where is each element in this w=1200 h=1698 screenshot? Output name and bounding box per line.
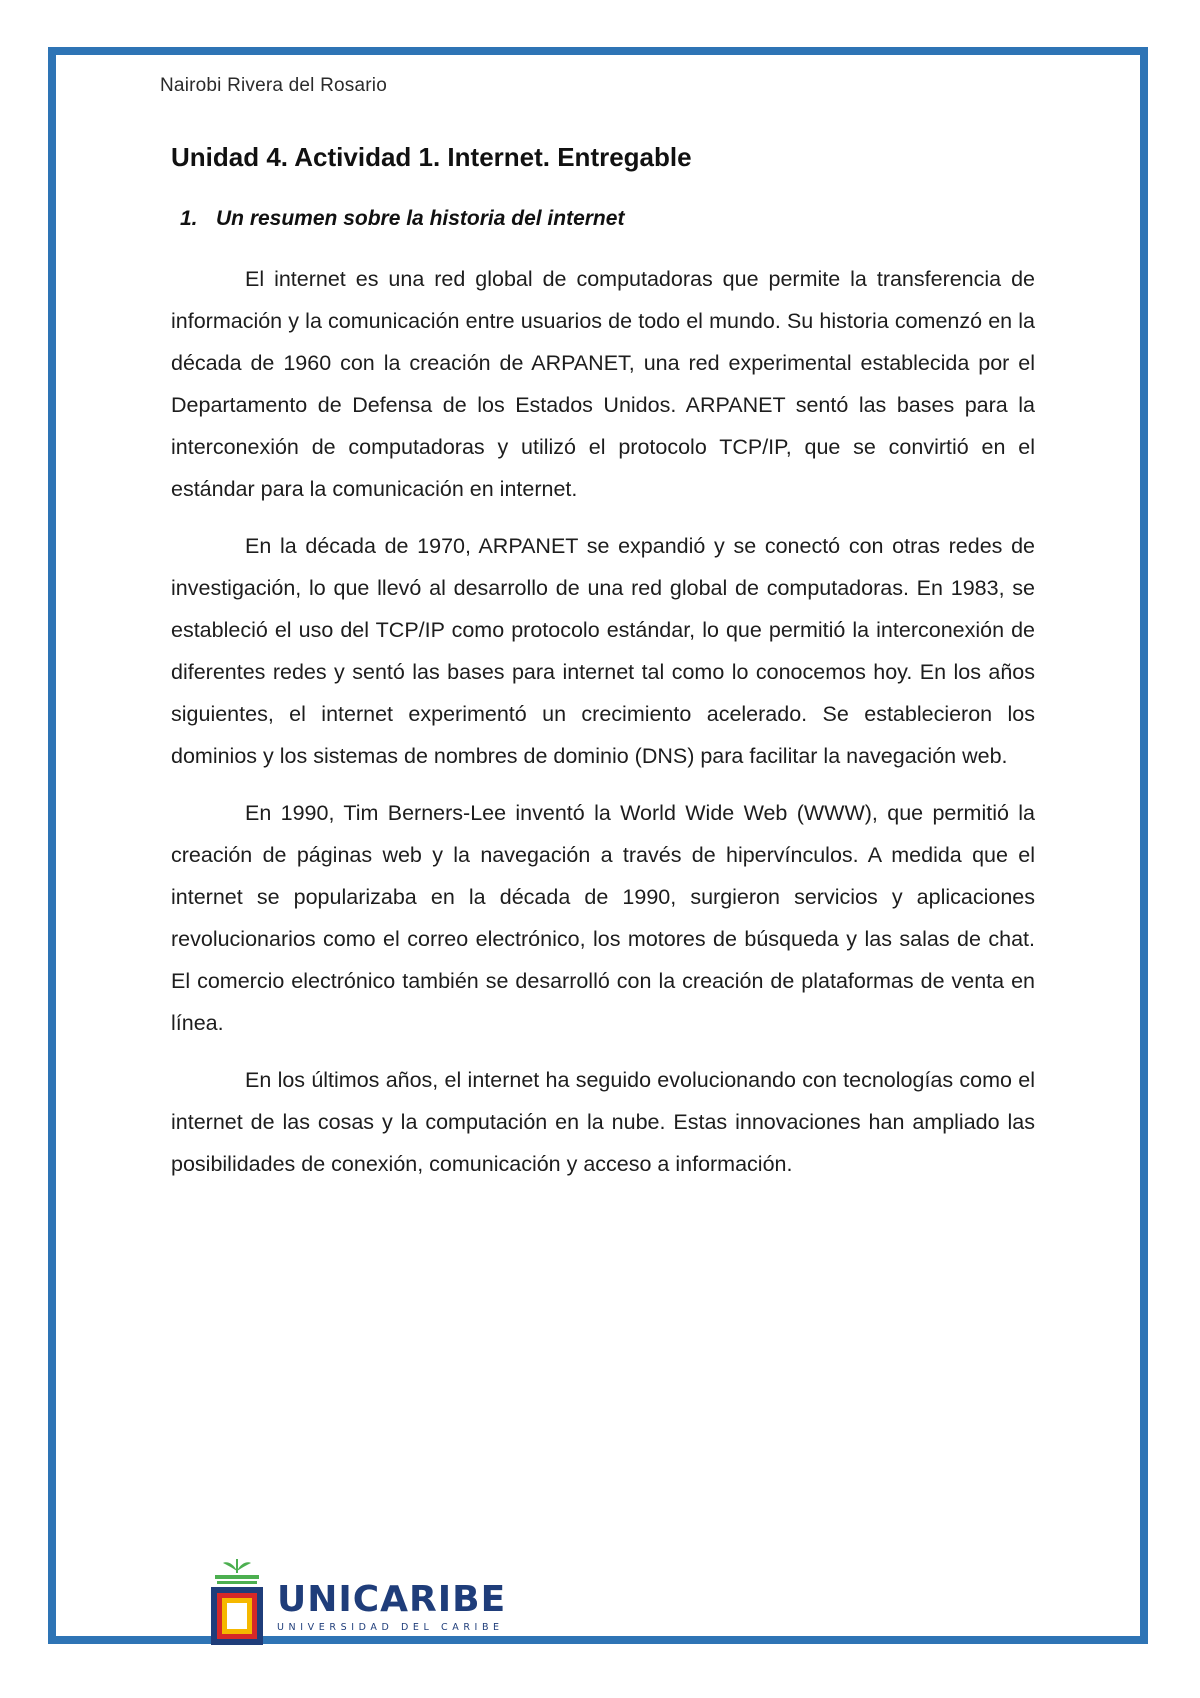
section-number: 1. [180,207,198,230]
logo-subtitle: UNIVERSIDAD DEL CARIBE [277,1622,504,1633]
section-heading-text: Un resumen sobre la historia del internet [216,207,625,230]
section-heading [180,207,624,231]
document-title: Unidad 4. Actividad 1. Internet. Entregable [171,142,692,172]
paragraph: En la década de 1970, ARPANET se expandió y se conectó con otras redes de investigación, lo que llevó al desarrollo de una red global de computadoras. En 1983, se estableció el uso del TCP/IP como protocolo estándar, lo que permitió la interconexión de diferentes redes y sentó las bases para internet tal como lo conocemos hoy. En los años siguientes, el internet experimentó un crecimiento acelerado. Se establecieron los dominios y los sistemas de nombres de dominio (DNS) para facilitar la navegación web. [171,534,1035,768]
body-text [171,258,1035,1200]
author-name: Nairobi Rivera del Rosario [160,75,387,96]
paragraph: El internet es una red global de computadoras que permite la transferencia de información y la comunicación entre usuarios de todo el mundo. Su historia comenzó en la década de 1960 con la creación de ARPANET, una red experimental establecida por el Departamento de Defensa de los Estados Unidos. ARPANET sentó las bases para la interconexión de computadoras y utilizó el protocolo TCP/IP, que se convirtió en el estándar para la comunicación en internet. [171,267,1035,501]
unicaribe-logo [209,1555,506,1647]
paragraph: En 1990, Tim Berners-Lee inventó la World Wide Web (WWW), que permitió la creación de páginas web y la navegación a través de hipervínculos. A medida que el internet se popularizaba en la década de 1990, surgieron servicios y aplicaciones revolucionarios como el correo electrónico, los motores de búsqueda y las salas de chat. El comercio electrónico también se desarrolló con la creación de plataformas de venta en línea. [171,801,1035,1035]
logo-wordmark [277,1579,507,1633]
university-emblem-icon [209,1555,265,1647]
logo-name: UNICARIBE [277,1579,507,1620]
paragraph: En los últimos años, el internet ha seguido evolucionando con tecnologías como el internet de las cosas y la computación en la nube. Estas innovaciones han ampliado las posibilidades de conexión, comunicación y acceso a información. [171,1068,1035,1176]
